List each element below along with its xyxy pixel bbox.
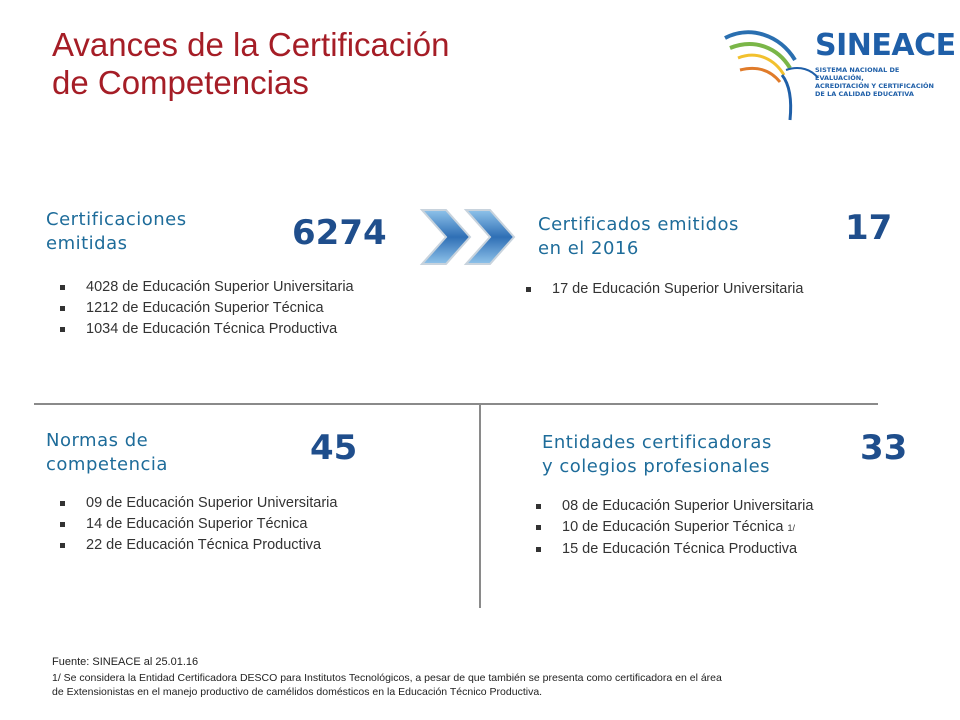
- certificaciones-total: 6274: [292, 213, 387, 253]
- title-line-2: de Competencias: [52, 64, 309, 101]
- entidades-list: [534, 496, 813, 560]
- entidades-heading: Entidades certificadoras y colegios profesionales: [542, 432, 772, 477]
- source-footer: Fuente: SINEACE al 25.01.16: [52, 656, 199, 668]
- entidades-total: 33: [860, 428, 908, 468]
- certificados-2016-total: 17: [845, 208, 893, 248]
- list-item: 4028 de Educación Superior Universitaria: [58, 277, 354, 298]
- normas-list: [58, 493, 337, 556]
- double-chevron-arrow-icon: [418, 206, 528, 268]
- logo-name: SINEACE: [815, 28, 956, 63]
- certificaciones-list: [58, 277, 354, 340]
- list-item: 1212 de Educación Superior Técnica: [58, 298, 354, 319]
- list-item: 10 de Educación Superior Técnica 1/: [534, 517, 813, 539]
- list-item: 14 de Educación Superior Técnica: [58, 514, 337, 535]
- normas-total: 45: [310, 428, 358, 468]
- list-item: 17 de Educación Superior Universitaria: [524, 279, 803, 300]
- list-item: 08 de Educación Superior Universitaria: [534, 496, 813, 517]
- page-title: [52, 26, 449, 102]
- vertical-divider: [479, 405, 481, 608]
- title-line-1: Avances de la Certificación: [52, 26, 450, 63]
- footnote-marker: 1/: [787, 523, 795, 533]
- list-item: 22 de Educación Técnica Productiva: [58, 535, 337, 556]
- list-item: 15 de Educación Técnica Productiva: [534, 539, 813, 560]
- list-item: 1034 de Educación Técnica Productiva: [58, 319, 354, 340]
- hummingbird-emblem-icon: [720, 20, 820, 125]
- sineace-logo: [720, 20, 956, 125]
- footnote: 1/ Se considera la Entidad Certificadora DESCO para Institutos Tecnológicos, a pesar de que también se presenta como certificadora en el área de Extensionistas en el manejo productivo de camélidos domésticos en la Educación Técnico Productiva.: [52, 672, 722, 698]
- logo-subtitle: SISTEMA NACIONAL DE EVALUACIÓN, ACREDITACIÓN Y CERTIFICACIÓN DE LA CALIDAD EDUCATIVA: [815, 66, 934, 98]
- certificados-2016-heading: Certificados emitidos en el 2016: [538, 214, 739, 259]
- normas-heading: Normas de competencia: [46, 430, 168, 475]
- horizontal-divider: [34, 403, 878, 405]
- certificaciones-heading: Certificaciones emitidas: [46, 209, 187, 254]
- certificados-2016-list: [524, 279, 803, 300]
- list-item: 09 de Educación Superior Universitaria: [58, 493, 337, 514]
